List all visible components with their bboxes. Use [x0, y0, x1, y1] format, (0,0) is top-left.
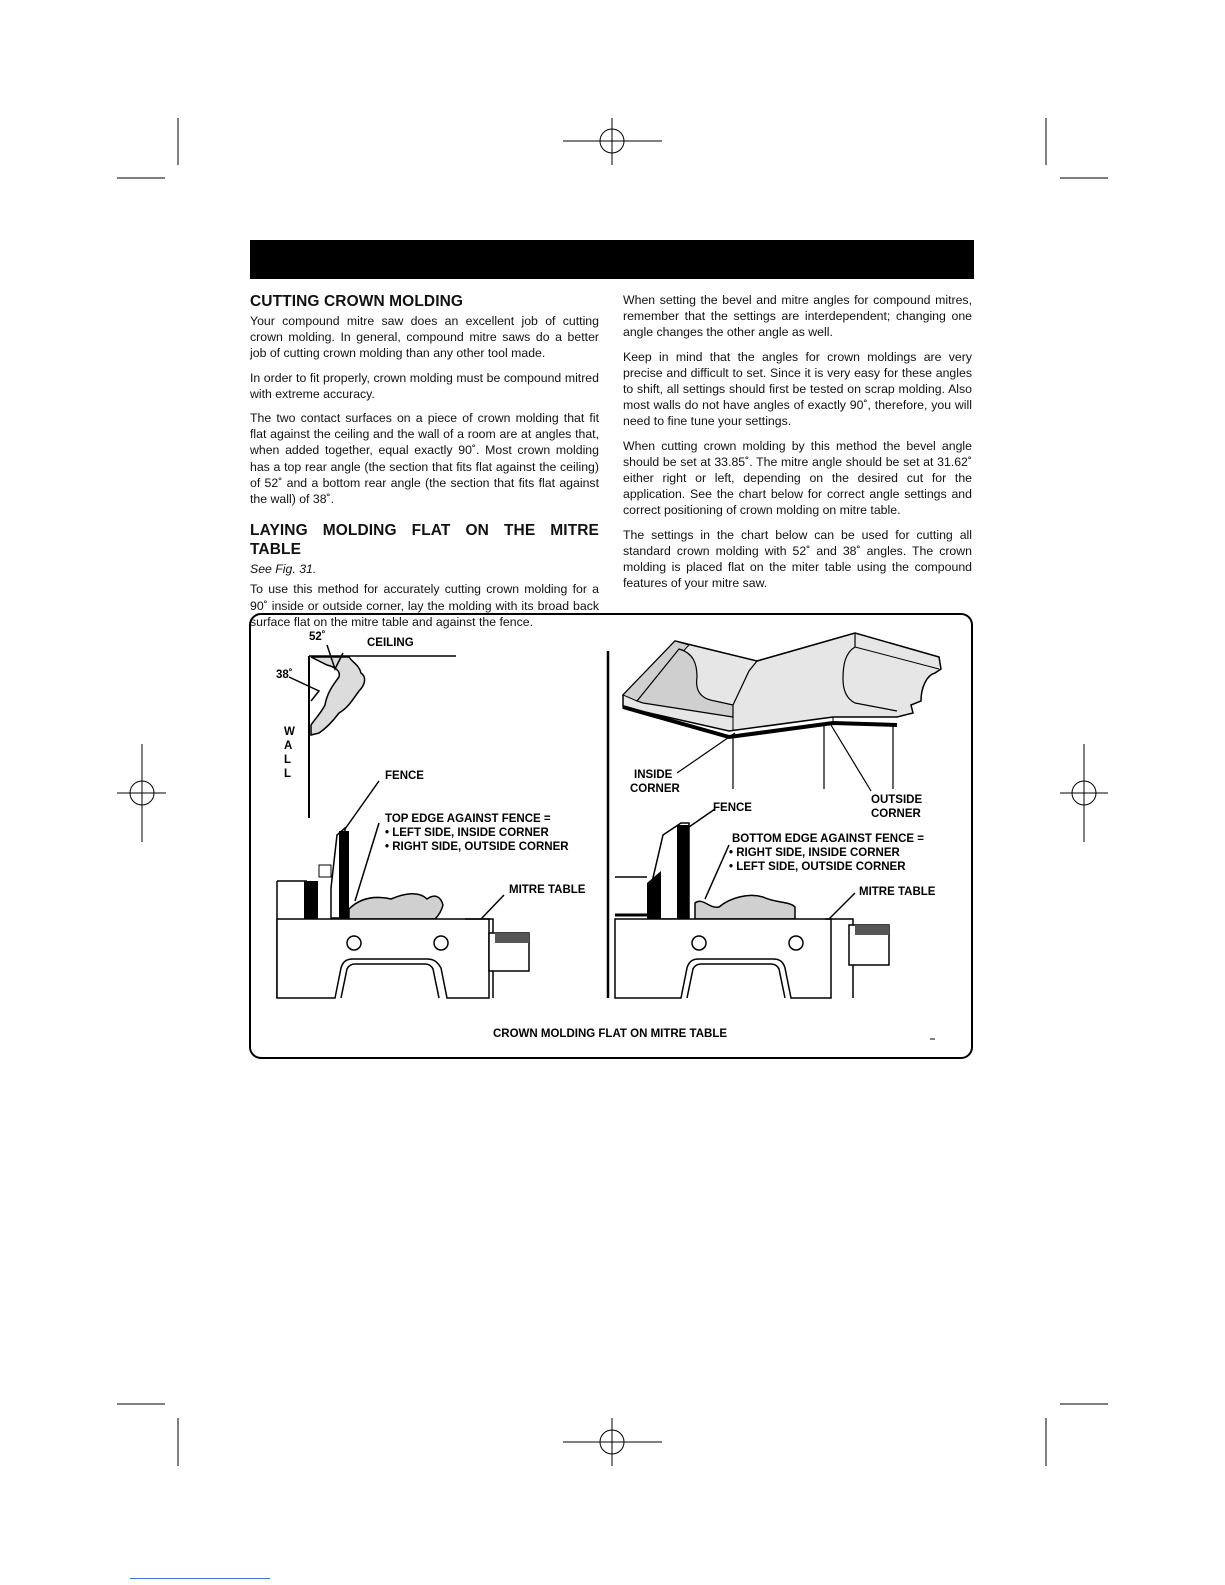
fence-knob — [319, 865, 331, 877]
wall-letter: L — [284, 768, 292, 780]
right-inside-corner-label: • RIGHT SIDE, INSIDE CORNER — [729, 847, 900, 859]
inside-corner-label: INSIDE — [634, 769, 673, 781]
left-illustration — [276, 631, 586, 998]
paragraph: Keep in mind that the angles for crown moldings are very precise and difficult to set. Since it is very easy for these angles to shift, all settings should first be tested on scrap molding. Also most walls do not have angles of exactly 90˚, therefore, you will need to fine tune your settings. — [623, 349, 972, 429]
heading-cutting-crown-molding: CUTTING CROWN MOLDING — [250, 293, 464, 310]
fence-clamp — [647, 871, 661, 919]
registration-mark-bottom — [563, 1418, 662, 1466]
mitre-table-base — [615, 919, 831, 998]
table-hole — [789, 936, 803, 950]
angle-52-label: 52˚ — [309, 631, 326, 643]
ceiling-label: CEILING — [367, 637, 414, 649]
mitre-table-label: MITRE TABLE — [509, 884, 586, 896]
paragraph: Your compound mitre saw does an excellent job of cutting crown molding. In general, compound mitre saws do a better job of cutting crown molding than any other tool made. — [250, 314, 599, 361]
fence-label: FENCE — [713, 802, 752, 814]
table-hole — [692, 936, 706, 950]
fence-label: FENCE — [385, 770, 424, 782]
right-illustration — [615, 633, 941, 998]
figure-caption: CROWN MOLDING FLAT ON MITRE TABLE — [493, 1028, 728, 1040]
angle-38-label: 38˚ — [276, 669, 293, 681]
paragraph: In order to fit properly, crown molding must be compound mitred with extreme accuracy. — [250, 370, 599, 401]
outside-corner-label: CORNER — [871, 808, 921, 820]
wall-letter: L — [284, 754, 292, 766]
section-header-bar — [250, 240, 974, 279]
right-outside-corner-label: • RIGHT SIDE, OUTSIDE CORNER — [385, 841, 569, 853]
registration-mark-left — [117, 744, 166, 842]
paragraph: The settings in the chart below can be used for cutting all standard crown molding with 52˚ and 38˚ angles. The crown molding is placed flat on the miter table using the compound features of your mitre saw. — [623, 527, 972, 591]
crown-molding-profile — [311, 657, 365, 735]
angle-38-pointer — [289, 677, 319, 701]
mitre-table-base — [277, 919, 489, 998]
right-text-column — [623, 292, 972, 599]
bottom-underline — [130, 1578, 270, 1579]
table-extension-edge — [855, 925, 889, 935]
registration-mark-right — [1060, 744, 1108, 842]
left-inside-corner-label: • LEFT SIDE, INSIDE CORNER — [385, 827, 549, 839]
molding-flat — [695, 895, 795, 919]
table-extension-edge — [495, 933, 529, 943]
molding-flat — [349, 894, 443, 919]
paragraph: When setting the bevel and mitre angles for compound mitres, remember that the settings are interdependent; changing one angle changes the other angle as well. — [623, 293, 972, 340]
registration-mark-top — [563, 118, 662, 165]
outside-corner-label: OUTSIDE — [871, 794, 923, 806]
fence-face — [339, 831, 349, 919]
wall-letter: W — [284, 726, 295, 738]
left-text-column — [250, 292, 599, 638]
inside-corner-label: CORNER — [630, 783, 680, 795]
paragraph: To use this method for accurately cutting crown molding for a 90˚ inside or outside corner, lay the molding with its broad back surface flat on the mitre table and against the fence. — [250, 582, 599, 629]
fence-face — [677, 825, 689, 919]
bottom-edge-label: BOTTOM EDGE AGAINST FENCE = — [732, 833, 925, 845]
left-outside-corner-label: • LEFT SIDE, OUTSIDE CORNER — [729, 861, 906, 873]
top-edge-label: TOP EDGE AGAINST FENCE = — [385, 813, 551, 825]
figure-reference: See Fig. 31. — [250, 562, 317, 577]
heading-laying-molding-flat: LAYING MOLDING FLAT ON THE MITRE TABLE — [250, 522, 599, 559]
fence-clamp — [304, 881, 318, 919]
table-hole — [434, 936, 448, 950]
wall-letter: A — [284, 740, 293, 752]
mitre-table-label: MITRE TABLE — [859, 886, 936, 898]
paragraph: When cutting crown molding by this method the bevel angle should be set at 33.85˚. The mitre angle should be set at 31.62˚ either right or left, depending on the desired cut for the application. See the chart below for correct angle settings and correct positioning of crown molding on mitre table. — [623, 438, 972, 518]
crown-molding-figure — [249, 613, 973, 1059]
table-hole — [347, 936, 361, 950]
paragraph: The two contact surfaces on a piece of crown molding that fit flat against the ceiling and the wall of a room are at angles that, when added together, equal exactly 90˚. Most crown molding has a top rear angle (the section that fits flat against the ceiling) of 52˚ and a bottom rear angle (the section that fits flat against the wall) of 38˚. — [250, 411, 599, 507]
